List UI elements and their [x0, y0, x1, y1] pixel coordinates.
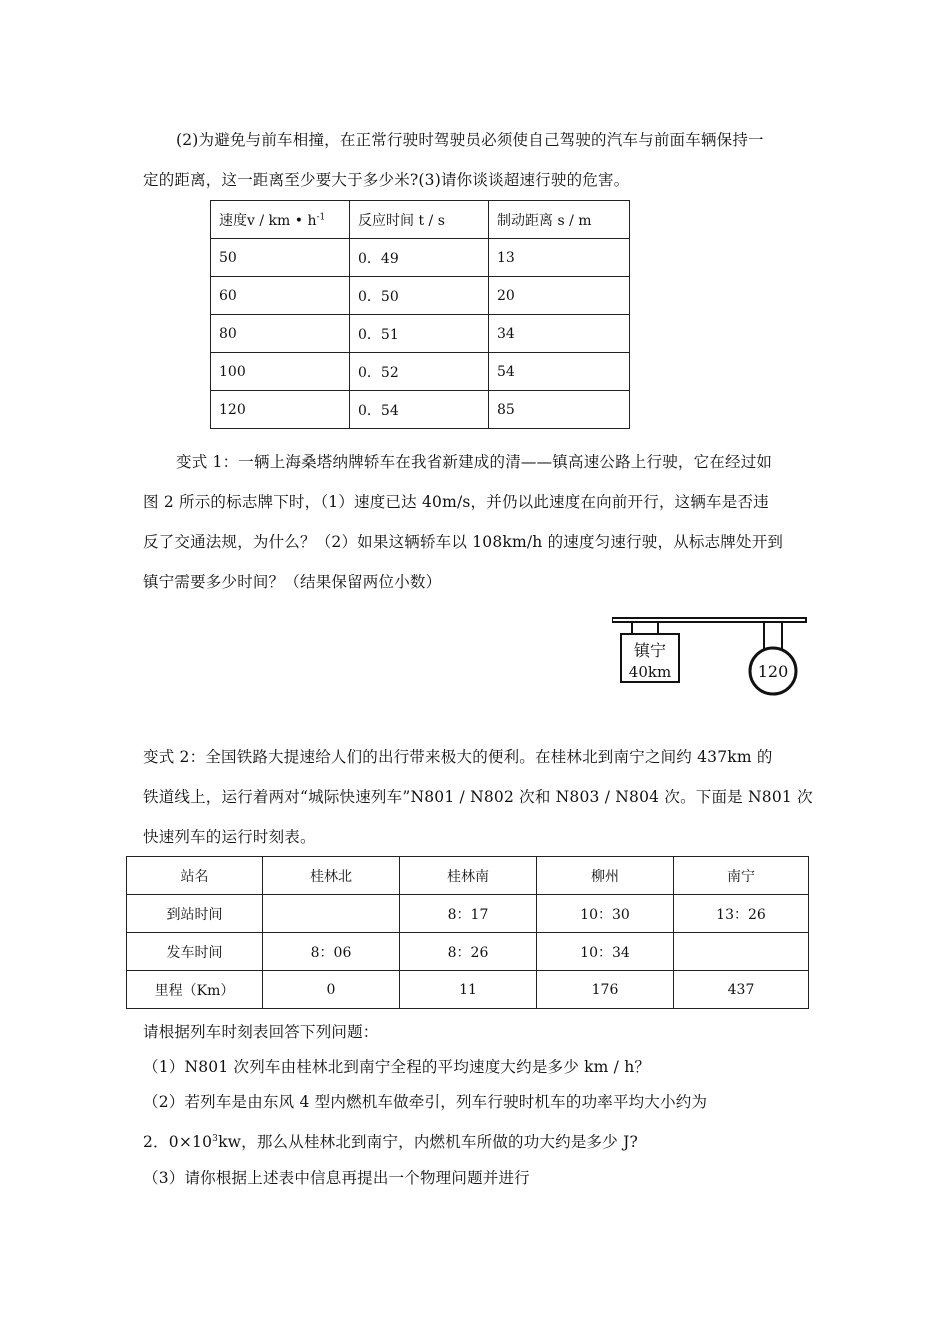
cell: 8：17 — [400, 895, 537, 933]
cell: 0．52 — [350, 353, 489, 391]
cell: 100 — [211, 353, 350, 391]
braking-table — [210, 200, 630, 429]
cell: 8：26 — [400, 933, 537, 971]
cell: 60 — [211, 277, 350, 315]
q2-coefficient: 2．0×10 — [143, 1133, 213, 1151]
cell: 54 — [489, 353, 630, 391]
cell — [263, 895, 400, 933]
cell: 0．50 — [350, 277, 489, 315]
intro-line-2: 定的距离，这一距离至少要大于多少米?(3)请你谈谈超速行驶的危害。 — [143, 171, 630, 189]
cell: 8：06 — [263, 933, 400, 971]
cell: 到站时间 — [127, 895, 263, 933]
q2-exponent: 3 — [212, 1133, 219, 1144]
variant2-line-3: 快速列车的运行时刻表。 — [143, 828, 316, 846]
question-2-line-2 — [143, 1130, 638, 1152]
sign-distance: 40km — [628, 663, 672, 681]
table-header-row — [211, 201, 630, 239]
cell: 120 — [211, 391, 350, 429]
questions-prompt: 请根据列车时刻表回答下列问题： — [143, 1023, 379, 1041]
header-guilin-south: 桂林南 — [400, 857, 537, 895]
cell: 85 — [489, 391, 630, 429]
sign-beam — [612, 618, 806, 622]
header-station: 站名 — [127, 857, 263, 895]
cell — [674, 933, 809, 971]
cell: 0．49 — [350, 239, 489, 277]
cell: 80 — [211, 315, 350, 353]
question-3: （3）请你根据上述表中信息再提出一个物理问题并进行 — [143, 1169, 530, 1187]
cell: 0 — [263, 971, 400, 1009]
train-timetable — [126, 856, 809, 1009]
question-1: （1）N801 次列车由桂林北到南宁全程的平均速度大约是多少 km / h？ — [143, 1058, 651, 1076]
header-speed-sup: -1 — [316, 211, 326, 222]
cell: 13 — [489, 239, 630, 277]
cell: 20 — [489, 277, 630, 315]
header-speed — [211, 201, 350, 239]
header-liuzhou: 柳州 — [537, 857, 674, 895]
cell: 34 — [489, 315, 630, 353]
sign-place-name: 镇宁 — [633, 641, 667, 660]
cell: 里程（Km） — [127, 971, 263, 1009]
cell: 0．51 — [350, 315, 489, 353]
q2-rest: kw，那么从桂林北到南宁，内燃机车所做的功大约是多少 J? — [218, 1133, 638, 1151]
cell: 发车时间 — [127, 933, 263, 971]
header-guilin-north: 桂林北 — [263, 857, 400, 895]
variant1-line-1: 变式 1：一辆上海桑塔纳牌轿车在我省新建成的清——镇高速公路上行驶，它在经过如 — [176, 453, 773, 471]
cell: 13：26 — [674, 895, 809, 933]
header-reaction-time: 反应时间 t / s — [350, 201, 489, 239]
table-row — [211, 277, 630, 315]
variant1-line-4: 镇宁需要多少时间？（结果保留两位小数） — [143, 573, 442, 591]
variant1-line-3: 反了交通法规，为什么？（2）如果这辆轿车以 108km/h 的速度匀速行驶，从标志牌处开到 — [143, 533, 784, 551]
variant2-line-2: 铁道线上，运行着两对“城际快速列车”N801 / N802 次和 N803 / N804 次。下面是 N801 次 — [143, 788, 813, 806]
question-2-line-1: （2）若列车是由东风 4 型内燃机车做牵引，列车行驶时机车的功率平均大小约为 — [143, 1093, 708, 1111]
header-nanning: 南宁 — [674, 857, 809, 895]
table-row — [127, 895, 809, 933]
table-row — [127, 933, 809, 971]
variant1-line-2: 图 2 所示的标志牌下时，（1）速度已达 40m/s，并仍以此速度在向前开行，这辆车是否违 — [143, 493, 769, 511]
cell: 176 — [537, 971, 674, 1009]
header-braking-distance: 制动距离 s / m — [489, 201, 630, 239]
header-speed-text: 速度v / km • h — [219, 212, 317, 229]
variant2-line-1: 变式 2：全国铁路大提速给人们的出行带来极大的便利。在桂林北到南宁之间约 437km 的 — [143, 748, 773, 766]
intro-line-1: (2)为避免与前车相撞，在正常行驶时驾驶员必须使自己驾驶的汽车与前面车辆保持一 — [176, 131, 764, 149]
cell: 10：30 — [537, 895, 674, 933]
cell: 0．54 — [350, 391, 489, 429]
speed-limit-value: 120 — [757, 662, 789, 681]
traffic-sign-figure — [612, 615, 812, 697]
table-row — [211, 353, 630, 391]
table-row — [211, 391, 630, 429]
cell: 50 — [211, 239, 350, 277]
table-row — [211, 315, 630, 353]
table-row — [127, 971, 809, 1009]
cell: 11 — [400, 971, 537, 1009]
cell: 10：34 — [537, 933, 674, 971]
cell: 437 — [674, 971, 809, 1009]
table-header-row — [127, 857, 809, 895]
table-row — [211, 239, 630, 277]
